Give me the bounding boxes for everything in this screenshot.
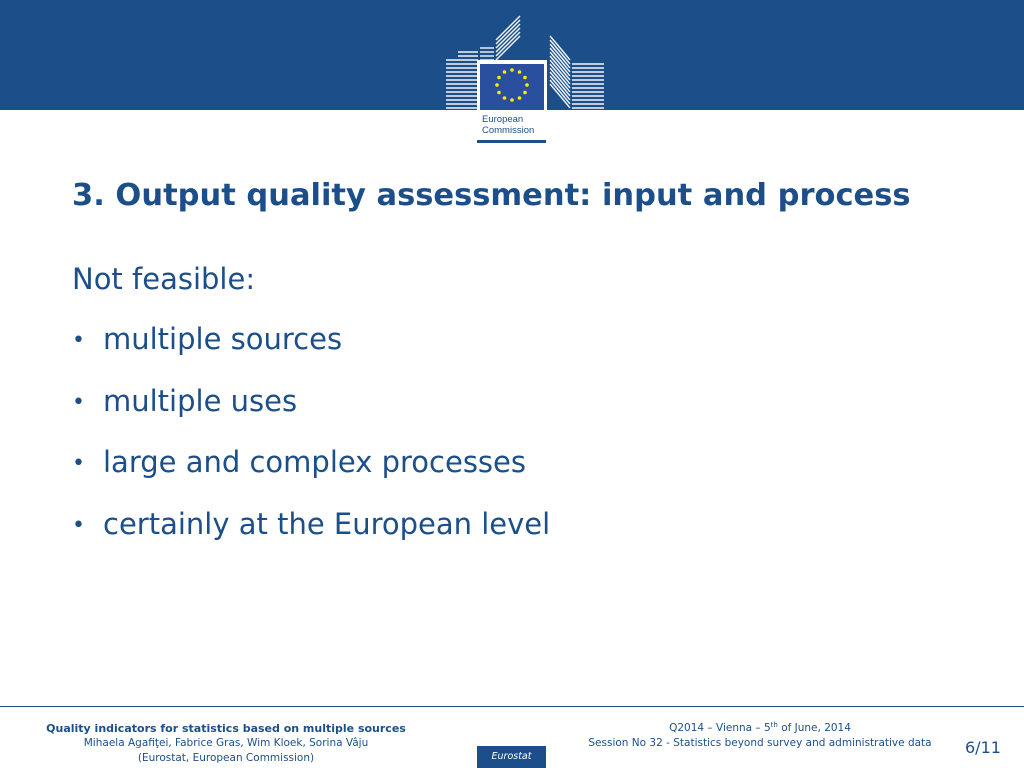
bullet-icon: • [72, 451, 85, 476]
bullet-text: multiple uses [103, 383, 298, 418]
footer-affiliation: (Eurostat, European Commission) [137, 752, 315, 764]
footer-event-info [560, 721, 960, 751]
footer-presentation-title: Quality indicators for statistics based on multiple sources [46, 722, 406, 735]
bullet-icon: • [72, 328, 85, 353]
footer-authors: Mihaela Agafiţei, Fabrice Gras, Wim Kloek, Sorina Vâju [83, 737, 369, 749]
footer-presentation-info [0, 721, 452, 766]
bullet-icon: • [72, 512, 85, 538]
bullet-text: multiple sources [103, 322, 343, 356]
page-number: 6/11 [965, 738, 1001, 757]
bullet-text: certainly at the European level [103, 506, 551, 541]
intro-text: Not feasible: [72, 262, 256, 296]
logo-label: European Commission [482, 114, 535, 136]
footer-event-date: Q2014 – Vienna – 5th of June, 2014 [669, 721, 851, 734]
eurostat-badge: Eurostat [477, 746, 546, 768]
logo-underline [477, 140, 546, 143]
eu-flag-icon [480, 64, 544, 110]
slide-title: 3. Output quality assessment: input and process [72, 178, 911, 213]
footer-session: Session No 32 - Statistics beyond survey and administrative data [588, 737, 932, 749]
footer-divider [0, 706, 1024, 707]
bullet-icon: • [72, 389, 85, 415]
bullet-text: large and complex processes [103, 445, 526, 479]
